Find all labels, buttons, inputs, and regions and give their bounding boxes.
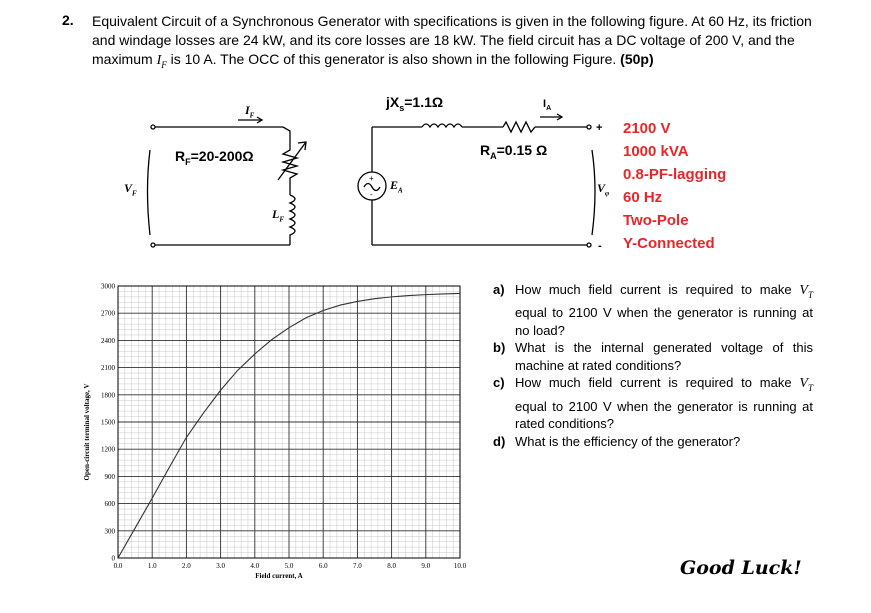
question-number: 2.: [62, 12, 74, 28]
synchronous-reactance-label: $jX_s=1.1\Omega$: [386, 94, 444, 113]
field-inductance-label: $L_F$: [272, 207, 285, 224]
spec-power: 1000 kVA: [623, 143, 689, 160]
field-terminal-bottom: [151, 243, 155, 247]
internal-voltage-label: $E_A$: [390, 178, 403, 195]
rheostat-arrow: [278, 142, 306, 180]
part-a: [493, 281, 813, 339]
part-b-text: What is the internal generated voltage of this machine at rated conditions?: [515, 340, 813, 373]
question-text-part1: Equivalent Circuit of a Synchronous Generator with specifications is given in the following figure. At 60 Hz, its friction and windage losses are 24 kW, and its core losses are 18 kW. The field circuit has a DC voltage of 200 V, and the maximum: [92, 13, 812, 67]
question-text-part2: is 10 A. The OCC of this generator is also shown in the following Figure.: [170, 51, 617, 67]
field-voltage-label: $V_F$: [124, 181, 137, 198]
vphi-bracket: [592, 150, 595, 235]
x-tick-label: 2.0: [182, 562, 191, 570]
field-current-symbol: $I_F$: [156, 53, 167, 70]
armature-current-label: $I_A$: [543, 98, 552, 113]
x-tick-label: 5.0: [284, 562, 294, 570]
part-a-text: How much field current is required to make $V_T$ equal to 2100 V when the generator is running at no load?: [515, 282, 813, 338]
x-tick-label: 4.0: [250, 562, 260, 570]
y-tick-label: 3000: [101, 282, 115, 291]
y-tick-label: 1800: [101, 391, 115, 400]
part-b: [493, 339, 813, 374]
spec-frequency: 60 Hz: [623, 189, 663, 206]
y-tick-label: 0: [111, 554, 115, 563]
part-a-label: a): [493, 282, 505, 297]
generator-specs: [623, 117, 726, 255]
spec-connection: Y-Connected: [623, 235, 715, 252]
spec-power-factor: 0.8-PF-lagging: [623, 166, 727, 183]
question-parts: [493, 281, 813, 450]
source-plus-sign: +: [369, 174, 374, 183]
y-tick-label: 2700: [101, 309, 115, 318]
y-axis-title: Open-circuit terminal voltage, V: [83, 383, 91, 481]
part-c-text: How much field current is required to make $V_T$ equal to 2100 V when the generator is running at rated conditions?: [515, 375, 813, 432]
part-d-label: d): [493, 433, 506, 449]
spec-voltage: 2100 V: [623, 120, 671, 137]
occ-chart: [80, 280, 480, 580]
x-tick-label: 9.0: [421, 562, 431, 570]
armature-resistor: [503, 122, 535, 132]
vf-bracket: [148, 150, 151, 235]
y-tick-label: 900: [104, 472, 115, 481]
y-tick-label: 300: [104, 527, 115, 536]
terminal-plus-sign: +: [596, 122, 603, 134]
field-resistance-label: $R_F=20-200\Omega$: [175, 148, 254, 167]
question-points: (50p): [620, 51, 654, 67]
x-tick-label: 0.0: [113, 562, 123, 570]
y-tick-label: 2400: [101, 336, 115, 345]
y-tick-label: 600: [104, 500, 115, 509]
part-c: [493, 374, 813, 432]
phase-voltage-label: $V_\varphi$: [597, 181, 610, 198]
good-luck-message: Good Luck!: [680, 557, 802, 579]
field-rheostat: [283, 127, 297, 195]
equivalent-circuit-diagram: [0, 0, 871, 280]
part-c-label: c): [493, 375, 505, 391]
x-axis-title: Field current, A: [255, 572, 303, 580]
field-inductor: [290, 195, 295, 245]
y-tick-label: 2100: [101, 364, 115, 373]
x-tick-label: 7.0: [353, 562, 362, 570]
y-tick-label: 1200: [101, 445, 115, 454]
source-minus-sign: -: [370, 190, 373, 199]
synchronous-reactance-inductor: [422, 124, 462, 127]
x-tick-label: 6.0: [318, 562, 328, 570]
part-d: [493, 433, 813, 451]
x-tick-label: 10.0: [453, 562, 467, 570]
y-tick-label: 1500: [101, 418, 115, 427]
armature-resistance-label: $R_A=0.15$ Ω: [480, 142, 548, 161]
terminal-positive: [587, 125, 591, 129]
x-tick-label: 3.0: [216, 562, 225, 570]
x-tick-label: 8.0: [387, 562, 396, 570]
field-current-label: $I_F$: [245, 103, 255, 120]
terminal-minus-sign: -: [598, 240, 602, 252]
part-b-label: b): [493, 340, 506, 356]
terminal-negative: [587, 243, 591, 247]
part-d-text: What is the efficiency of the generator?: [515, 433, 741, 449]
x-tick-label: 1.0: [147, 562, 157, 570]
spec-poles: Two-Pole: [623, 212, 689, 229]
field-terminal-top: [151, 125, 155, 129]
